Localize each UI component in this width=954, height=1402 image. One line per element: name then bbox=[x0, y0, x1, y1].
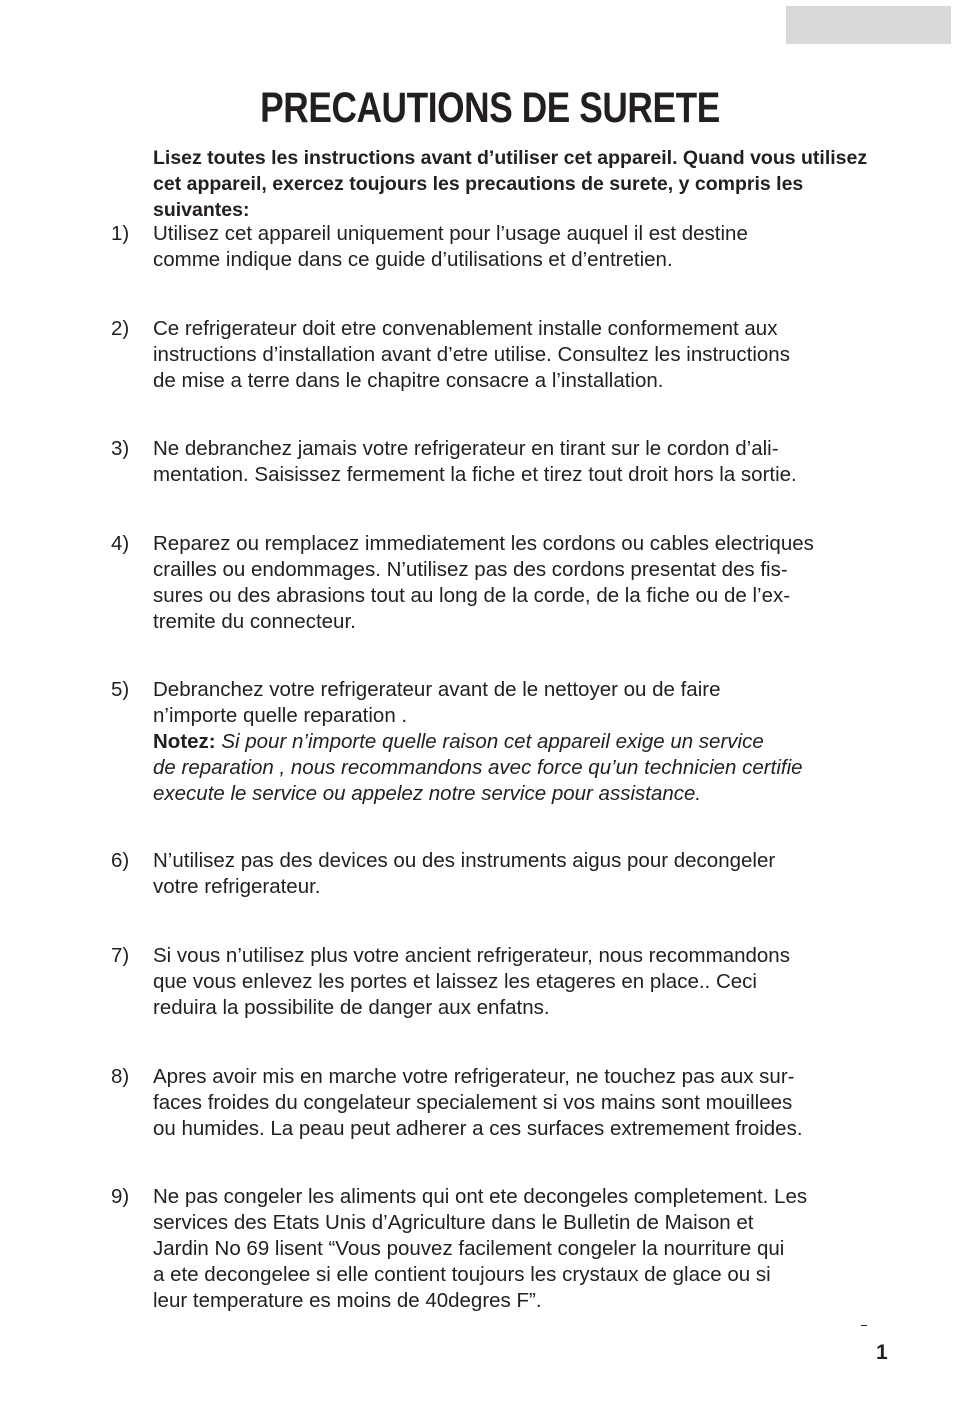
item-text: Reparez ou remplacez immediatement les cordons ou cables electriques crailles ou endommages. N’utilisez pas des cordons presentat des fis- sures ou des abrasions tout au long de la corde, de la fiche ou de l’ex- tremite du connecteur. bbox=[153, 532, 814, 633]
item-number: 9) bbox=[111, 1185, 130, 1208]
item-text: Ne pas congeler les aliments qui ont ete decongeles completement. Les services des Etats Unis d’Agriculture dans le Bulletin de Maison et Jardin No 69 lisent “Vous pouvez facilement congeler la nourriture qui a ete decongelee si elle contient toujours les crystaux de glace ou si leur temperature es moins de 40degres F”. bbox=[153, 1185, 808, 1312]
page-title: PRECAUTIONS DE SURETE bbox=[260, 84, 720, 132]
item-text: Apres avoir mis en marche votre refrigerateur, ne touchez pas aux sur- faces froides du congelateur specialement si vos mains sont mouillees ou humides. La peau peut adherer a ces surfaces extremement froides. bbox=[153, 1065, 803, 1140]
item-number: 8) bbox=[111, 1065, 130, 1088]
footer-mark bbox=[861, 1325, 867, 1326]
item-number: 2) bbox=[111, 317, 130, 340]
intro-paragraph: Lisez toutes les instructions avant d’utiliser cet appareil. Quand vous utilisez cet appareil, exercez toujours les precautions de surete, y compris les suivantes: bbox=[153, 147, 868, 221]
item-text: Debranchez votre refrigerateur avant de le nettoyer ou de faire n’importe quelle reparation . Notez: Si pour n’importe quelle raison cet appareil exige un service de reparation , nous recommandons avec force qu’un technicien certifie execute le service ou appelez notre service pour assistance. bbox=[153, 678, 803, 805]
header-tab-block bbox=[786, 6, 951, 44]
note-label: Notez: bbox=[153, 730, 216, 753]
item-number: 7) bbox=[111, 944, 130, 967]
page-number: 1 bbox=[876, 1341, 888, 1364]
item-text: Ne debranchez jamais votre refrigerateur en tirant sur le cordon d’ali- mentation. Saisissez fermement la fiche et tirez tout droit hors la sortie. bbox=[153, 437, 797, 486]
item-number: 3) bbox=[111, 437, 130, 460]
note-text: Si pour n’importe quelle raison cet appareil exige un service de reparation , nous recommandons avec force qu’un technicien certifie execute le service ou appelez notre service pour assistance. bbox=[153, 730, 803, 805]
item-number: 5) bbox=[111, 678, 130, 701]
item-number: 4) bbox=[111, 532, 130, 555]
item-text: Utilisez cet appareil uniquement pour l’usage auquel il est destine comme indique dans ce guide d’utilisations et d’entretien. bbox=[153, 222, 748, 271]
item-number: 1) bbox=[111, 222, 130, 245]
item-text: N’utilisez pas des devices ou des instruments aigus pour decongeler votre refrigerateur. bbox=[153, 849, 776, 898]
item-text: Si vous n’utilisez plus votre ancient refrigerateur, nous recommandons que vous enlevez les portes et laissez les etageres en place.. Ceci reduira la possibilite de danger aux enfatns. bbox=[153, 944, 790, 1019]
item-text: Ce refrigerateur doit etre convenablement installe conformement aux instructions d’installation avant d’etre utilise. Consultez les instructions de mise a terre dans le chapitre consacre a l’installation. bbox=[153, 317, 790, 392]
item-number: 6) bbox=[111, 849, 130, 872]
